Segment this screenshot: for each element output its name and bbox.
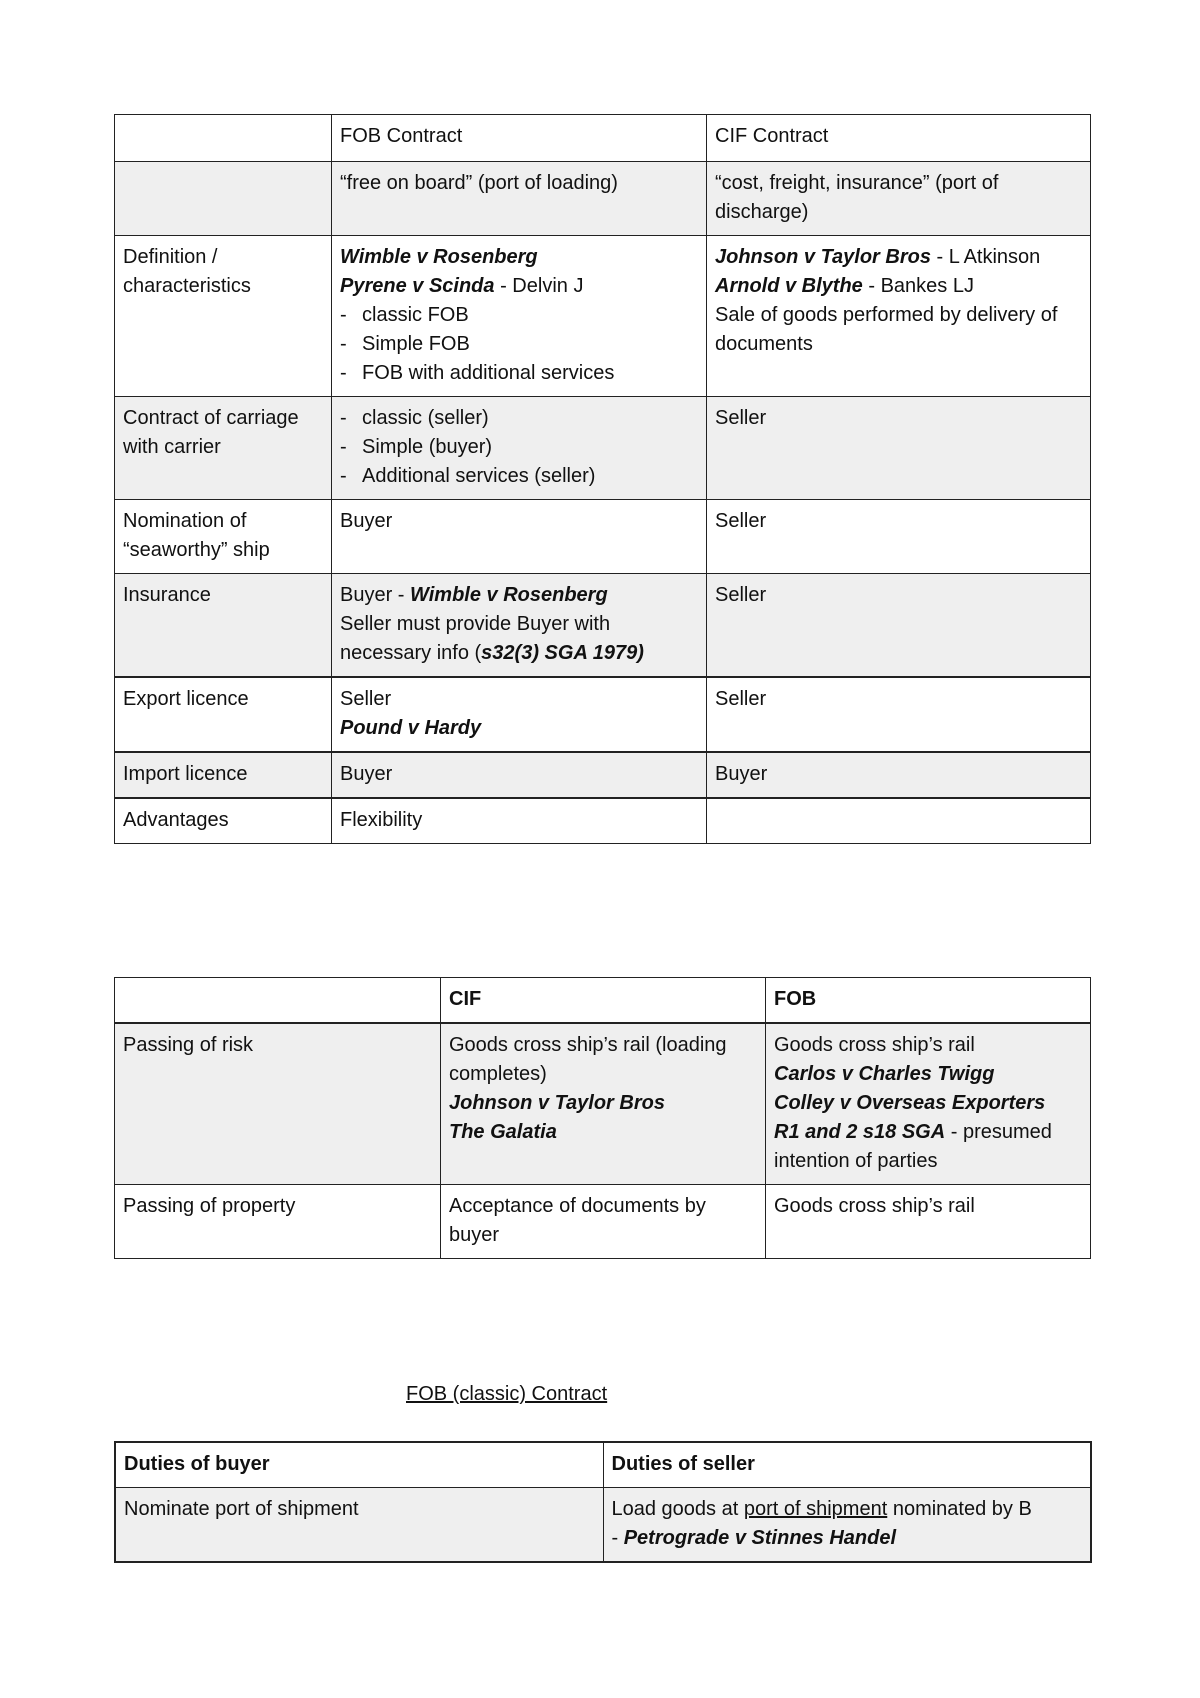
seller-case-prefix: - bbox=[611, 1527, 624, 1549]
cif-insurance: Seller bbox=[707, 574, 1091, 678]
table-row bbox=[115, 162, 1091, 236]
fob-nomination: Buyer bbox=[332, 500, 707, 574]
import-label: Import licence bbox=[115, 752, 332, 798]
fob-insurance bbox=[332, 574, 707, 678]
insurance-prefix: Buyer - bbox=[340, 584, 411, 606]
table-row bbox=[115, 1023, 1091, 1185]
nomination-label: Nomination of “seaworthy” ship bbox=[115, 500, 332, 574]
advantages-label: Advantages bbox=[115, 798, 332, 844]
export-label: Export licence bbox=[115, 677, 332, 752]
list-item: - Simple (buyer) bbox=[340, 433, 698, 462]
fob-risk bbox=[766, 1023, 1091, 1185]
case-name: Wimble v Rosenberg bbox=[340, 246, 538, 268]
table-row bbox=[115, 1442, 1091, 1488]
insurance-note: Seller must provide Buyer with necessary info ( bbox=[340, 613, 611, 664]
table-row bbox=[115, 798, 1091, 844]
header-cif: CIF bbox=[441, 978, 766, 1024]
property-label: Passing of property bbox=[115, 1185, 441, 1259]
carriage-list bbox=[340, 404, 698, 491]
case-name: Petrograde v Stinnes Handel bbox=[623, 1527, 897, 1549]
header-duties-seller: Duties of seller bbox=[603, 1442, 1091, 1488]
fob-risk-text: Goods cross ship’s rail bbox=[774, 1034, 975, 1056]
table-row bbox=[115, 1488, 1091, 1563]
judge-name: - Delvin J bbox=[494, 275, 584, 297]
cif-property: Acceptance of documents by buyer bbox=[441, 1185, 766, 1259]
cif-risk-text: Goods cross ship’s rail (loading completes) bbox=[449, 1034, 727, 1085]
case-name: Johnson v Taylor Bros bbox=[449, 1092, 665, 1114]
header-fob: FOB bbox=[766, 978, 1091, 1024]
table-row bbox=[115, 397, 1091, 500]
table-row bbox=[115, 1185, 1091, 1259]
fob-types-list bbox=[340, 301, 698, 388]
fob-export-value: Seller bbox=[340, 688, 392, 710]
risk-label: Passing of risk bbox=[115, 1023, 441, 1185]
buyer-duty: Nominate port of shipment bbox=[115, 1488, 603, 1563]
duties-table bbox=[114, 1441, 1092, 1563]
duties-title: FOB (classic) Contract bbox=[406, 1383, 608, 1405]
case-name: Pyrene v Scinda bbox=[340, 275, 495, 297]
seller-duty bbox=[603, 1488, 1091, 1563]
cif-risk bbox=[441, 1023, 766, 1185]
risk-property-table bbox=[114, 977, 1091, 1259]
judge-name: - Bankes LJ bbox=[862, 275, 974, 297]
cif-nomination: Seller bbox=[707, 500, 1091, 574]
header-fob-contract: FOB Contract bbox=[332, 115, 707, 162]
fob-definition bbox=[332, 236, 707, 397]
case-name: Colley v Overseas Exporters bbox=[774, 1092, 1046, 1114]
seller-duty-prefix: Load goods at bbox=[611, 1498, 744, 1520]
cif-advantages bbox=[707, 798, 1091, 844]
header-duties-buyer: Duties of buyer bbox=[115, 1442, 603, 1488]
list-item: - classic (seller) bbox=[340, 404, 698, 433]
fob-property: Goods cross ship’s rail bbox=[766, 1185, 1091, 1259]
fob-advantages: Flexibility bbox=[332, 798, 707, 844]
case-name: Carlos v Charles Twigg bbox=[774, 1063, 995, 1085]
rule-note: - presumed intention of parties bbox=[774, 1121, 1052, 1172]
seller-duty-underlined: port of shipment bbox=[743, 1498, 888, 1520]
cif-export: Seller bbox=[707, 677, 1091, 752]
list-item: - FOB with additional services bbox=[340, 359, 698, 388]
fob-carriage bbox=[332, 397, 707, 500]
definition-label: Definition / characteristics bbox=[115, 236, 332, 397]
header-cif-contract: CIF Contract bbox=[707, 115, 1091, 162]
table-row bbox=[115, 574, 1091, 678]
case-name: Wimble v Rosenberg bbox=[410, 584, 608, 606]
case-name: Arnold v Blythe bbox=[715, 275, 863, 297]
list-item: - Simple FOB bbox=[340, 330, 698, 359]
statute-ref: R1 and 2 s18 SGA bbox=[774, 1121, 946, 1143]
cif-carriage: Seller bbox=[707, 397, 1091, 500]
meaning-label-empty bbox=[115, 162, 332, 236]
fob-export bbox=[332, 677, 707, 752]
table-row bbox=[115, 752, 1091, 798]
judge-name: - L Atkinson bbox=[930, 246, 1041, 268]
cif-meaning: “cost, freight, insurance” (port of discharge) bbox=[707, 162, 1091, 236]
fob-cif-comparison-table bbox=[114, 114, 1091, 844]
list-item: - classic FOB bbox=[340, 301, 698, 330]
cif-definition bbox=[707, 236, 1091, 397]
list-item: - Additional services (seller) bbox=[340, 462, 698, 491]
header-cell-empty bbox=[115, 978, 441, 1024]
statute-ref: s32(3) SGA 1979) bbox=[481, 642, 644, 664]
insurance-label: Insurance bbox=[115, 574, 332, 678]
fob-import: Buyer bbox=[332, 752, 707, 798]
case-name: Johnson v Taylor Bros bbox=[715, 246, 931, 268]
table-row bbox=[115, 236, 1091, 397]
carriage-label: Contract of carriage with carrier bbox=[115, 397, 332, 500]
fob-meaning: “free on board” (port of loading) bbox=[332, 162, 707, 236]
table-row bbox=[115, 978, 1091, 1024]
case-name: Pound v Hardy bbox=[340, 717, 482, 739]
seller-duty-suffix: nominated by B bbox=[887, 1498, 1032, 1520]
cif-import: Buyer bbox=[707, 752, 1091, 798]
table-row bbox=[115, 677, 1091, 752]
table-row bbox=[115, 500, 1091, 574]
header-cell-empty bbox=[115, 115, 332, 162]
case-name: The Galatia bbox=[449, 1121, 557, 1143]
cif-note: Sale of goods performed by delivery of documents bbox=[715, 304, 1058, 355]
table-row bbox=[115, 115, 1091, 162]
